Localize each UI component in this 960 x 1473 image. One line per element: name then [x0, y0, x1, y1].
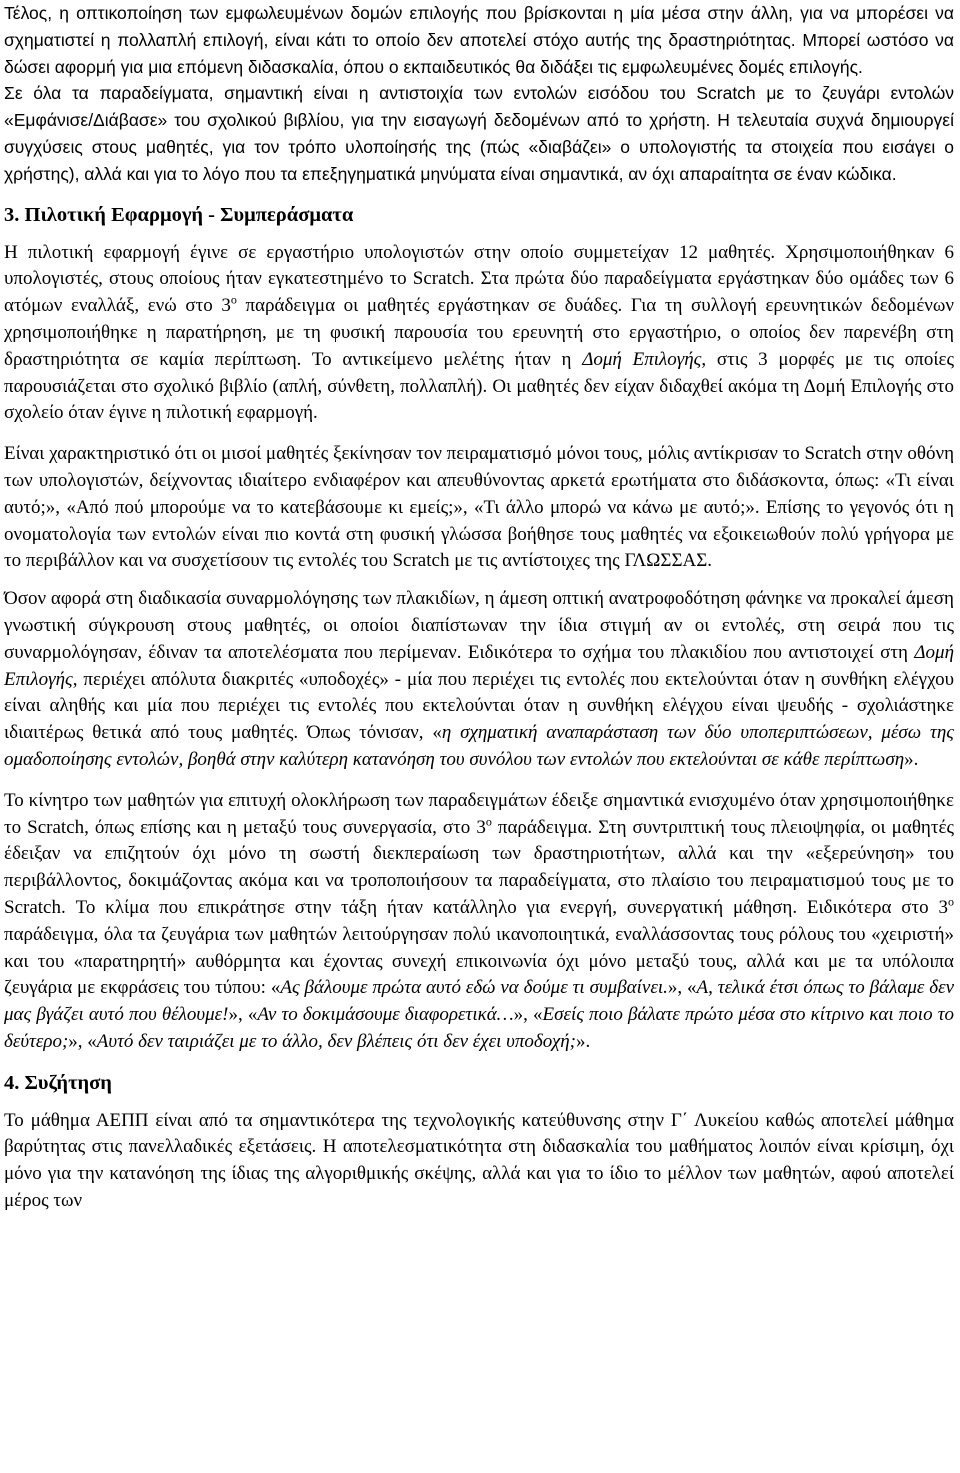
s3p4-text-f: », « — [513, 1004, 543, 1026]
s3p4-text-a: Το κίνητρο των μαθητών για επιτυχή ολοκλήρωση των παραδειγμάτων έδειξε σημαντικά ενισχυμένο όταν χρησιμοποιήθηκε το Scratch, όπως επίσης και η μεταξύ τους συνεργασία, στο 3 — [4, 789, 954, 838]
s3p4-text-c: παράδειγμα, όλα τα ζευγάρια των μαθητών λειτούργησαν πολύ ικανοποιητικά, εναλλάσσοντας τους ρόλους του «χειριστή» και του «παρατηρητή» αυθόρμητα και έχοντας συνεχή επικοινωνία όχι μόνο μεταξύ τους, αλλά και με τα υπόλοιπα ζευγάρια με εκφράσεις του τύπου: « — [4, 923, 954, 999]
s3p1-text-b: παράδειγμα οι μαθητές εργάστηκαν σε δυάδες. Για τη συλλογή ερευνητικών δεδομένων χρησιμοποιήθηκε η παρατήρηση, με τη φυσική παρουσία του ερευνητή στο εργαστήριο, ο οποίος δεν παρενέβη στη δραστηριότητα σε καμία περίπτωση. Το αντικείμενο μελέτης ήταν η — [4, 295, 954, 370]
s3p4-text-b: παράδειγμα. Στη συντριπτική τους πλειοψηφία, οι μαθητές έδειξαν να επιζητούν όχι μόνο τη σωστή διεκπεραίωση των δραστηριοτήτων, αλλά και την «εξερεύνηση» του περιβάλλοντος, δοκιμάζοντας ακόμα και να τροποποιήσουν τα παραδείγματα, στο πλαίσιο του πειραματισμού τους με το Scratch. Το κλίμα που επικράτησε στην τάξη ήταν κατάλληλο για ενεργή, συνεργατική μάθηση. Ειδικότερα στο 3 — [4, 816, 954, 918]
section-3-paragraph-2: Είναι χαρακτηριστικό ότι οι μισοί μαθητές ξεκίνησαν τον πειραματισμό μόνοι τους, μόλις αντίκρισαν το Scratch στην οθόνη των υπολογιστών, δείχνοντας ιδιαίτερο ενδιαφέρον και απευθύνοντας αρκετά ερωτήματα στο διδάσκοντα, όπως: «Τι είναι αυτό;», «Από πού μπορούμε να το κατεβάσουμε κι εμείς;», «Τι άλλο μπορώ να κάνω με αυτό;». Επίσης το γεγονός ότι η ονοματολογία των εντολών είναι πιο κοντά στη φυσική γλώσσα βοήθησε τους μαθητές να εξοικειωθούν πολύ γρήγορα με το περιβάλλον και να συσχετίσουν τις εντολές του Scratch με τις αντίστοιχες της ΓΛΩΣΣΑΣ. — [4, 443, 954, 572]
s3p4-text-g: », « — [68, 1030, 97, 1052]
s3p3-emphasis-2: η σχηματική αναπαράσταση των δύο υποπεριπτώσεων, μέσω της ομαδοποίησης εντολών, βοηθά στην καλύτερη κατανόηση του συνόλου των εντολών που εκτελούνται σε κάθε περίπτωση — [4, 722, 954, 770]
s3p4-text-h: ». — [575, 1030, 591, 1052]
paragraph-intro-1: Τέλος, η οπτικοποίηση των εμφωλευμένων δομών επιλογής που βρίσκονται η μία μέσα στην άλλη, για να μπορέσει να σχηματιστεί η πολλαπλή επιλογή, είναι κάτι το οποίο δεν αποτελεί στόχο αυτής της δραστηριότητας. Μπορεί ωστόσο να δώσει αφορμή για μια επόμενη διδασκαλία, όπου ο εκπαιδευτικός θα διδάξει τις εμφωλευμένες δομές επιλογής. — [4, 3, 954, 77]
s3p4-superscript-2: ο — [948, 894, 954, 909]
s3p3-emphasis-1: Δομή Επιλογής — [4, 641, 954, 690]
section-3-paragraph-1 — [4, 240, 954, 428]
s3p3-text-a: Όσον αφορά στη διαδικασία συναρμολόγησης των πλακιδίων, η άμεση οπτική ανατροφοδότηση φάνηκε να προκαλεί άμεση γνωστική σύγκρουση στους μαθητές, οι οποίοι διαπίστωναν την ίδια στιγμή αν οι εντολές, στη σειρά που τις συναρμολόγησαν, έδιναν τα αποτελέσματα που περίμεναν. Ειδικότερα το σχήμα του πλακιδίου που αντιστοιχεί στη — [4, 588, 954, 663]
s3p1-text-c: , στις 3 μορφές με τις οποίες παρουσιάζεται στο σχολικό βιβλίο (απλή, σύνθετη, πολλαπλή). Οι μαθητές δεν είχαν διδαχθεί ακόμα τη Δομή Επιλογής στο σχολείο όταν έγινε η πιλοτική εφαρμογή. — [4, 348, 954, 424]
s3p4-text-e: », « — [228, 1004, 258, 1026]
s3p4-quote-4: Εσείς ποιο βάλατε πρώτο μέσα στο κίτρινο και ποιο το δεύτερο; — [4, 1004, 954, 1052]
s3p4-quote-5: Αυτό δεν ταιριάζει με το άλλο, δεν βλέπεις ότι δεν έχει υποδοχή; — [96, 1030, 576, 1052]
s3p4-quote-1: Ας βάλουμε πρώτα αυτό εδώ να δούμε τι συμβαίνει. — [280, 977, 668, 999]
section-3-heading: 3. Πιλοτική Εφαρμογή - Συμπεράσματα — [4, 203, 354, 226]
s3p4-quote-2: Α, τελικά έτσι όπως το βάλαμε δεν μας βγάζει αυτό που θέλουμε! — [4, 977, 954, 1026]
s3p1-emphasis: Δομή Επιλογής — [582, 348, 702, 370]
s3p1-text-a: Η πιλοτική εφαρμογή έγινε σε εργαστήριο υπολογιστών στην οποίο συμμετείχαν 12 μαθητές. Χρησιμοποιήθηκαν 6 υπολογιστές, στους οποίους ήταν εγκατεστημένο το Scratch. Στα πρώτα δύο παραδείγματα εργάστηκαν δύο ομάδες των 6 ατόμων εναλλάξ, ενώ στο 3 — [4, 241, 954, 317]
s3p3-text-b: , περιέχει απόλυτα διακριτές «υποδοχές» - μία που περιέχει τις εντολές που εκτελούνται όταν η συνθήκη ελέγχου είναι αληθής και μία που περιέχει τις εντολές που εκτελούνται όταν η συνθήκη ελέγχου είναι ψευδής - σχολιάστηκε ιδιαιτέρως θετικά από τους μαθητές. Όπως τόνισαν, « — [4, 668, 954, 744]
s3p4-text-d: », « — [667, 977, 697, 999]
section-3-paragraph-3 — [4, 586, 954, 774]
section-4-heading: 4. Συζήτηση — [4, 1071, 112, 1094]
paragraph-intro-2: Σε όλα τα παραδείγματα, σημαντική είναι η αντιστοιχία των εντολών εισόδου του Scratch με το ζευγάρι εντολών «Εμφάνισε/Διάβασε» του σχολικού βιβλίου, για την εισαγωγή δεδομένων από το χρήστη. Η τελευταία συχνά δημιουργεί συγχύσεις στους μαθητές, για τον τρόπο υλοποίησής της (πώς «διαβάζει» ο υπολογιστής τα στοιχεία που εισάγει ο χρήστης), αλλά και για το λόγο που τα επεξηγηματικά μηνύματα είναι σημαντικά, αν όχι απαραίτητα σε έναν κώδικα. — [4, 83, 954, 184]
s3p4-superscript-1: ο — [485, 814, 492, 829]
section-3-paragraph-4 — [4, 788, 954, 1056]
section-4-paragraph-1: Το μάθημα ΑΕΠΠ είναι από τα σημαντικότερα της τεχνολογικής κατεύθυνσης στην Γ΄ Λυκείου καθώς αποτελεί μάθημα βαρύτητας στις πανελλαδικές εξετάσεις. Η αποτελεσματικότητα στη διδασκαλία του μαθήματος λοιπόν είναι κρίσιμη, όχι μόνο για την κατανόηση της ίδιας της αλγοριθμικής σκέψης, αλλά και για το ίδιο το μέλλον των μαθητών, αφού αποτελεί μέρος των — [4, 1109, 954, 1212]
s3p3-text-c: ». — [904, 748, 919, 770]
s3p1-superscript: ο — [230, 292, 237, 307]
s3p4-quote-3: Αν το δοκιμάσουμε διαφορετικά… — [257, 1004, 514, 1026]
